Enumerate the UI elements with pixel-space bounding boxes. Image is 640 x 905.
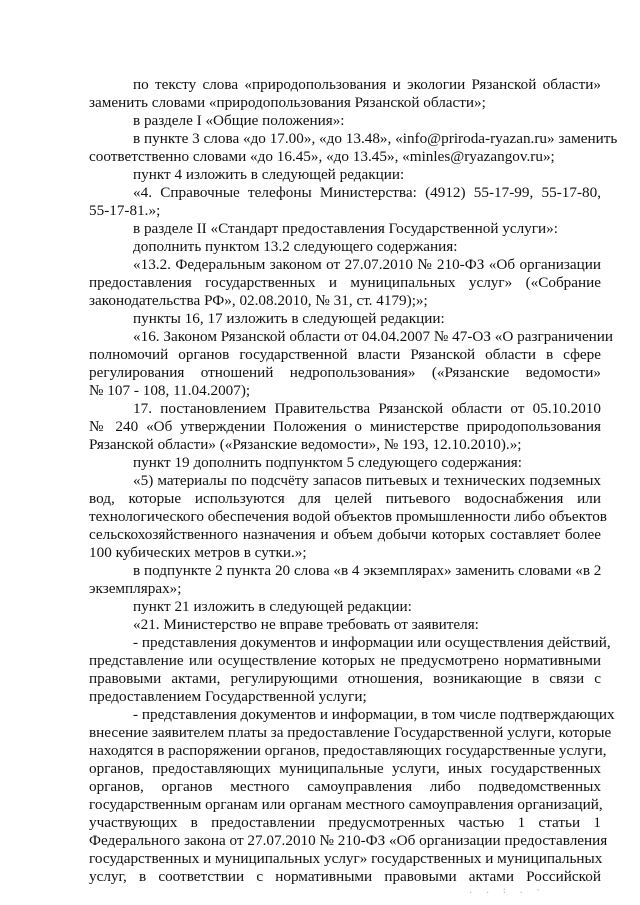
text-line: предоставлением Государственной услуги; [89,688,367,705]
text-line: пункт 19 дополнить подпунктом 5 следующего содержания: [133,454,522,471]
text-line: «4. Справочные телефоны Министерства: (4912) 55-17-99, 55-17-80, [133,184,601,201]
text-line: услуг, в соответствии с нормативными правовыми актами Российской [89,868,601,885]
text-line: органов, предоставляющих муниципальные услуги, иных государственных [89,760,601,777]
text-line: полномочий органов государственной власти Рязанской области в сфере [89,346,601,363]
text-line: пункты 16, 17 изложить в следующей редакции: [133,310,445,327]
text-line: № 240 «Об утверждении Положения о министерстве природопользования [89,418,601,435]
text-line: сельскохозяйственного назначения и объем добычи которых составляет более [89,526,601,543]
text-line: 55-17-81.»; [89,202,161,219]
scan-noise: . . : . · [468,886,544,896]
text-line: дополнить пунктом 13.2 следующего содержания: [133,238,458,255]
text-line: правовыми актами, регулирующими отношения, возникающие в связи с [89,670,601,687]
text-line: заменить словами «природопользования Рязанской области»; [89,94,486,111]
text-line: в подпункте 2 пункта 20 слова «в 4 экземплярах» заменить словами «в 2 [133,562,602,579]
text-line: Федерального закона от 27.07.2010 № 210-ФЗ «Об организации предоставления [89,832,608,849]
text-line: «13.2. Федеральным законом от 27.07.2010 № 210-ФЗ «Об организации [133,256,601,273]
text-line: «5) материалы по подсчёту запасов питьевых и технических подземных [133,472,601,489]
text-line: участвующих в предоставлении предусмотренных частью 1 статьи 1 [89,814,601,831]
text-line: регулирования отношений недропользования» («Рязанские ведомости» [89,364,601,381]
text-line: соответственно словами «до 16.45», «до 13.45», «minles@ryazangov.ru»; [89,148,555,165]
text-line: пункт 4 изложить в следующей редакции: [133,166,405,183]
text-line: - представления документов и информации или осуществления действий, [133,634,611,651]
text-line: предоставления государственных и муниципальных услуг» («Собрание [89,274,601,291]
text-line: «21. Министерство не вправе требовать от заявителя: [133,616,479,633]
text-line: законодательства РФ», 02.08.2010, № 31, ст. 4179);»; [89,292,428,309]
text-line: экземплярах»; [89,580,182,597]
text-line: № 107 - 108, 11.04.2007); [89,382,251,399]
text-line: находятся в распоряжении органов, предоставляющих государственные услуги, [89,742,607,759]
text-line: в разделе I «Общие положения»: [133,112,345,129]
text-line: в пункте 3 слова «до 17.00», «до 13.48», «info@priroda-ryazan.ru» заменить [133,130,618,147]
text-line: Рязанской области» («Рязанские ведомости», № 193, 12.10.2010).»; [89,436,522,453]
text-line: 17. постановлением Правительства Рязанской области от 05.10.2010 [133,400,601,417]
text-line: государственным органам или органам местного самоуправления организаций, [89,796,603,813]
text-line: пункт 21 изложить в следующей редакции: [133,598,412,615]
text-line: внесение заявителем платы за предоставление Государственной услуги, которые [89,724,612,741]
text-line: вод, которые используются для целей питьевого водоснабжения или [89,490,601,507]
text-line: технологического обеспечения водой объектов промышленности либо объектов [89,508,607,525]
text-line: по тексту слова «природопользования и экологии Рязанской области» [133,76,601,93]
text-line: представление или осуществление которых не предусмотрено нормативными [89,652,601,669]
text-line: государственных и муниципальных услуг» государственных и муниципальных [89,850,603,867]
text-line: органов, органов местного самоуправления либо подведомственных [89,778,601,795]
text-line: «16. Законом Рязанской области от 04.04.2007 № 47-ОЗ «О разграничении [133,328,614,345]
text-line: - представления документов и информации, в том числе подтверждающих [133,706,615,723]
text-line: 100 кубических метров в сутки.»; [89,544,307,561]
text-line: в разделе II «Стандарт предоставления Государственной услуги»: [133,220,558,237]
